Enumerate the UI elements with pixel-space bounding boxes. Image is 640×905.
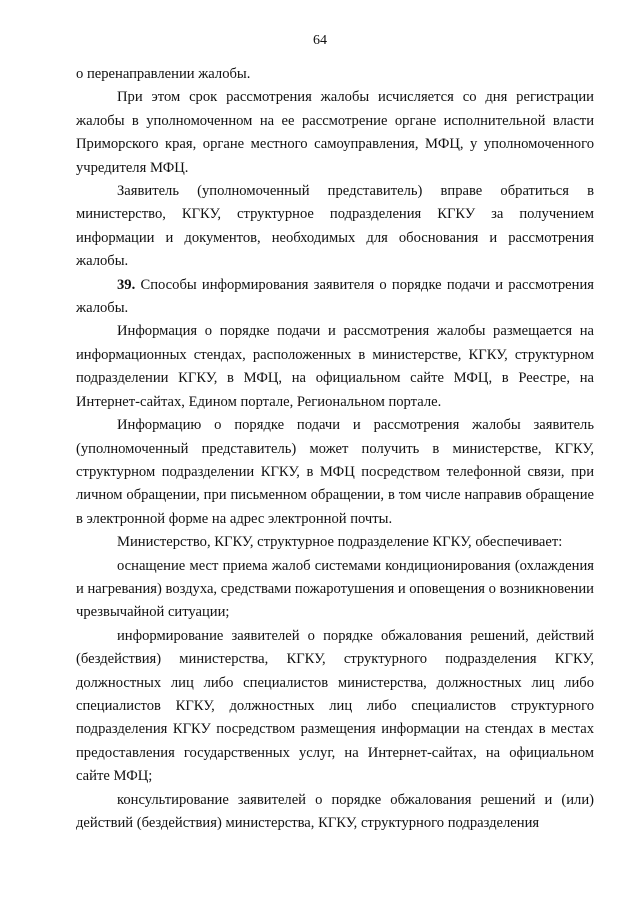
paragraph-5-text: Информация о порядке подачи и рассмотрения жалобы размещается на информационных стендах, расположенных в министерстве, КГКУ, структурном подразделении КГКУ, в МФЦ, на официальном сайте МФЦ, в Реестре, на Интернет-сайтах, Едином портале, Региональном портале. bbox=[76, 323, 594, 410]
paragraph-5 bbox=[76, 320, 594, 414]
document-body bbox=[76, 63, 594, 835]
paragraph-6-text: Информацию о порядке подачи и рассмотрения жалобы заявитель (уполномоченный представитель) может получить в министерстве, КГКУ, структурном подразделении КГКУ, в МФЦ посредством телефонной связи, при личном обращении, при письменном обращении, в том числе направив обращение в электронной форме на адрес электронной почты. bbox=[76, 417, 594, 527]
paragraph-10 bbox=[76, 789, 594, 836]
paragraph-9-text: информирование заявителей о порядке обжалования решений, действий (бездействия) министерства, КГКУ, структурного подразделения КГКУ, должностных лиц либо специалистов министерства, должностных лиц либо специалистов КГКУ, должностных лиц либо специалистов структурного подразделения КГКУ посредством размещения информации на стендах в местах предоставления государственных услуг, на Интернет-сайтах, на официальном сайте МФЦ; bbox=[76, 627, 594, 785]
paragraph-4-section-39 bbox=[76, 274, 594, 321]
paragraph-7-text: Министерство, КГКУ, структурное подразделение КГКУ, обеспечивает: bbox=[117, 534, 563, 551]
paragraph-2 bbox=[76, 86, 594, 180]
paragraph-3-text: Заявитель (уполномоченный представитель) вправе обратиться в министерство, КГКУ, структурное подразделения КГКУ за получением информации и документов, необходимых для обоснования и рассмотрения жалобы. bbox=[76, 183, 594, 270]
paragraph-1-text: о перенаправлении жалобы. bbox=[76, 66, 251, 82]
paragraph-10-text: консультирование заявителей о порядке обжалования решений и (или) действий (бездействия) министерства, КГКУ, структурного подразделения bbox=[76, 791, 594, 831]
paragraph-7 bbox=[76, 531, 594, 554]
paragraph-8-text: оснащение мест приема жалоб системами кондиционирования (охлаждения и нагревания) воздуха, средствами пожаротушения и оповещения о возникновении чрезвычайной ситуации; bbox=[76, 557, 594, 621]
page-number: 64 bbox=[313, 33, 327, 48]
paragraph-6 bbox=[76, 414, 594, 531]
paragraph-9 bbox=[76, 625, 594, 789]
paragraph-3 bbox=[76, 180, 594, 274]
section-number: 39. bbox=[117, 276, 136, 293]
paragraph-1 bbox=[76, 63, 594, 86]
paragraph-2-text: При этом срок рассмотрения жалобы исчисляется со дня регистрации жалобы в уполномоченном на ее рассмотрение органе исполнительной власти Приморского края, органе местного самоуправления, МФЦ, у уполномоченного учредителя МФЦ. bbox=[76, 89, 594, 176]
paragraph-8 bbox=[76, 555, 594, 625]
paragraph-4-text: Способы информирования заявителя о порядке подачи и рассмотрения жалобы. bbox=[76, 276, 594, 317]
